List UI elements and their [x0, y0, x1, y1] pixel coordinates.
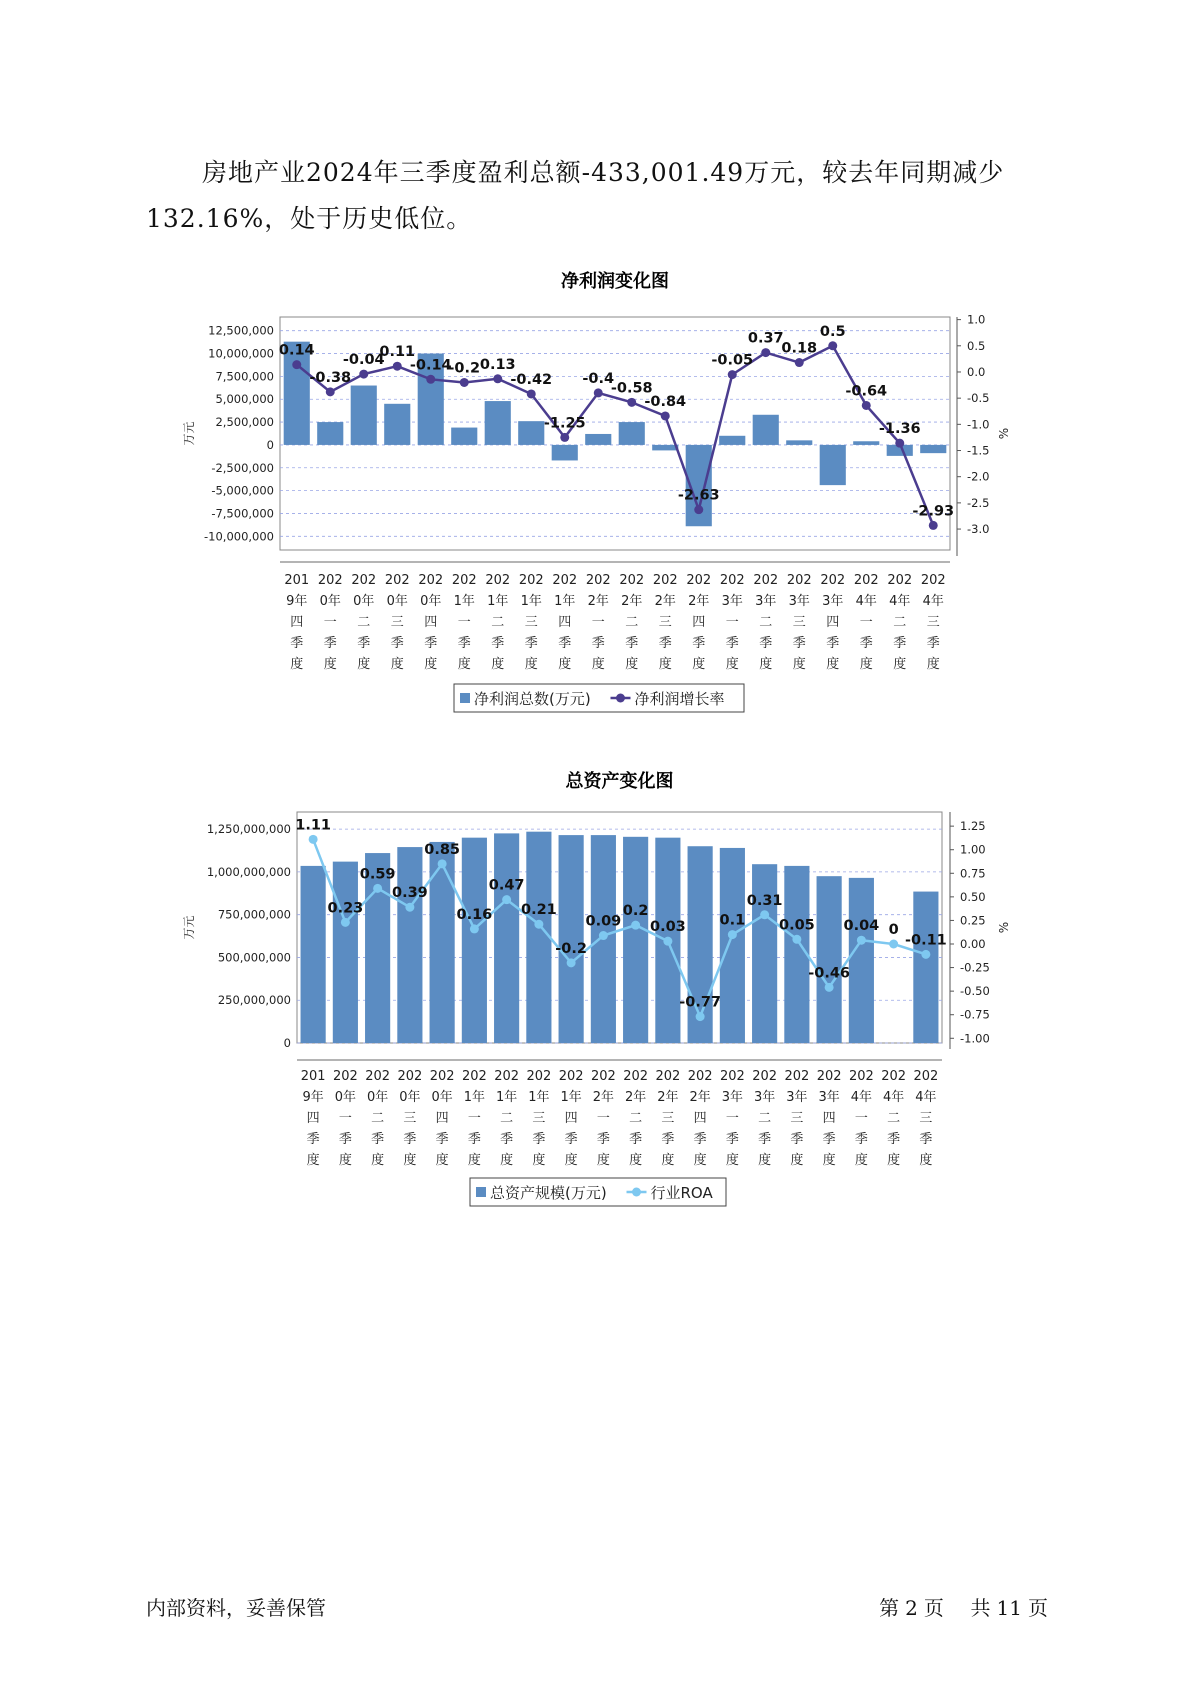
data-label: 0.5	[819, 323, 846, 340]
y2-axis-label: %	[997, 427, 1011, 440]
y-tick-label: -2,500,000	[211, 460, 274, 475]
line-point	[728, 370, 737, 379]
data-label: 0.23	[327, 900, 364, 917]
data-label: 0.39	[391, 885, 428, 902]
line-point	[895, 439, 904, 448]
chart-title: 总资产变化图	[565, 771, 674, 792]
y-tick-label: 7,500,000	[215, 369, 274, 384]
line-point	[341, 918, 350, 927]
bar	[317, 422, 343, 445]
y-tick-label: 1,250,000,000	[206, 822, 291, 837]
bar	[526, 832, 551, 1043]
bar	[301, 866, 326, 1043]
line-point	[792, 935, 801, 944]
y2-tick-label: 0.50	[960, 889, 986, 904]
line-point	[502, 895, 511, 904]
bar	[559, 835, 584, 1043]
data-label: 0.31	[746, 892, 783, 909]
line-point	[921, 950, 930, 959]
data-label: -0.2	[448, 360, 481, 377]
bar	[397, 847, 422, 1043]
x-tick-label: 202 3年一季度	[719, 573, 745, 672]
page-current: 2	[905, 1596, 918, 1620]
line-point	[631, 921, 640, 930]
line-point	[405, 903, 414, 912]
x-tick-label: 202 1年四季度	[558, 1069, 584, 1168]
y-tick-label: 10,000,000	[208, 346, 274, 361]
x-tick-label: 202 0年二季度	[351, 573, 377, 672]
x-tick-label: 202 4年三季度	[913, 1069, 939, 1168]
bar	[820, 445, 846, 485]
bar	[333, 862, 358, 1043]
line-point	[534, 920, 543, 929]
data-label: 0.2	[622, 903, 649, 920]
line-point	[828, 341, 837, 350]
footer-page-number	[876, 1592, 1051, 1621]
data-label: -2.93	[912, 503, 955, 520]
x-tick-label: 202 3年四季度	[820, 573, 846, 672]
line-point	[760, 910, 769, 919]
x-tick-label: 202 2年二季度	[623, 1069, 649, 1168]
bar	[817, 876, 842, 1043]
y2-tick-label: 0.75	[960, 866, 986, 881]
bar	[849, 878, 874, 1043]
x-tick-label: 202 0年一季度	[332, 1069, 358, 1168]
y2-tick-label: -0.5	[967, 391, 990, 406]
line-point	[694, 505, 703, 514]
x-tick-label: 202 1年一季度	[451, 573, 477, 672]
bar	[652, 445, 678, 450]
data-label: -0.77	[679, 994, 722, 1011]
line-point	[857, 936, 866, 945]
total-suffix: 页	[1028, 1596, 1048, 1620]
y2-tick-label: 1.25	[960, 819, 986, 834]
page-prefix: 第	[879, 1596, 900, 1620]
data-label: -0.42	[510, 371, 553, 388]
y2-tick-label: -2.5	[967, 495, 990, 510]
data-label: 0.37	[747, 330, 784, 347]
chart-title: 净利润变化图	[561, 271, 669, 292]
data-label: 1.11	[295, 817, 332, 834]
data-label: 0.18	[781, 340, 818, 357]
data-label: 0.05	[778, 917, 815, 934]
data-label: -0.64	[845, 383, 888, 400]
data-label: 0	[888, 922, 899, 938]
line-point	[527, 389, 536, 398]
bar	[920, 445, 946, 453]
y2-tick-label: 0.0	[967, 364, 986, 379]
x-tick-label: 202 0年三季度	[384, 573, 410, 672]
line-point	[825, 983, 834, 992]
bar	[913, 892, 938, 1043]
bar	[485, 401, 511, 445]
line-point	[663, 937, 672, 946]
bar	[462, 838, 487, 1043]
y2-tick-label: -3.0	[967, 522, 990, 537]
bar	[518, 421, 544, 445]
y-tick-label: 750,000,000	[217, 907, 291, 922]
y-axis-label: 万元	[182, 421, 196, 446]
legend-line-label: 净利润增长率	[634, 690, 725, 708]
data-label: -0.11	[904, 932, 947, 949]
legend-bar-swatch	[476, 1187, 486, 1197]
bar	[719, 436, 745, 445]
y-tick-label: -10,000,000	[204, 529, 274, 544]
data-label: 0.11	[379, 344, 416, 361]
y2-axis-label: %	[997, 921, 1011, 934]
legend-line-marker	[632, 1188, 641, 1197]
bar	[619, 422, 645, 445]
y2-tick-label: -2.0	[967, 469, 990, 484]
line-point	[929, 521, 938, 530]
x-tick-label: 202 1年三季度	[518, 573, 544, 672]
y2-tick-label: -0.50	[960, 984, 990, 999]
legend-bar-swatch	[460, 693, 470, 703]
x-tick-label: 202 2年一季度	[590, 1069, 616, 1168]
y2-tick-label: 1.0	[967, 312, 986, 327]
x-tick-label: 202 4年二季度	[887, 573, 913, 672]
line-point	[594, 388, 603, 397]
x-tick-label: 202 3年三季度	[784, 1069, 810, 1168]
x-tick-label: 201 9年四季度	[300, 1069, 326, 1168]
data-label: 0.09	[585, 913, 622, 930]
x-tick-label: 202 4年一季度	[848, 1069, 874, 1168]
line-point	[889, 940, 898, 949]
data-label: 0.13	[479, 356, 516, 373]
line-point	[438, 859, 447, 868]
data-label: 0.21	[520, 902, 557, 919]
y2-tick-label: -0.25	[960, 960, 990, 975]
data-label: -0.05	[711, 352, 754, 369]
line-point	[470, 924, 479, 933]
bar	[351, 386, 377, 445]
data-label: -1.25	[543, 415, 586, 432]
data-label: 0.16	[456, 906, 493, 923]
total-prefix: 共	[970, 1596, 991, 1620]
x-tick-label: 202 2年三季度	[655, 1069, 681, 1168]
y-tick-label: -7,500,000	[211, 506, 274, 521]
x-tick-label: 202 4年三季度	[920, 573, 946, 672]
y2-tick-label: -1.00	[960, 1031, 990, 1046]
legend-line-marker	[616, 694, 625, 703]
line-point	[560, 433, 569, 442]
line-point	[661, 411, 670, 420]
x-tick-label: 202 2年二季度	[619, 573, 645, 672]
legend	[470, 1178, 726, 1206]
x-tick-label: 202 3年二季度	[753, 573, 779, 672]
x-tick-label: 202 3年四季度	[816, 1069, 842, 1168]
y2-tick-label: -1.0	[967, 417, 990, 432]
y2-tick-label: 0.00	[960, 937, 986, 951]
data-label: 0.03	[649, 919, 686, 936]
legend-bar-label: 净利润总数(万元)	[474, 690, 591, 708]
line-point	[373, 884, 382, 893]
y2-tick-label: 0.5	[967, 338, 986, 353]
data-label: -0.14	[409, 357, 452, 374]
y-tick-label: 12,500,000	[208, 323, 274, 338]
line-point	[426, 375, 435, 384]
y-tick-label: 250,000,000	[217, 993, 291, 1008]
x-tick-label: 202 2年三季度	[652, 573, 678, 672]
bar	[585, 434, 611, 445]
summary-paragraph	[146, 150, 1046, 242]
data-label: -0.46	[808, 965, 851, 982]
footer-confidential-note: 内部资料，妥善保管	[146, 1596, 326, 1620]
page-total: 11	[996, 1596, 1022, 1620]
net-profit-chart	[0, 270, 1191, 730]
line-point	[728, 930, 737, 939]
data-label: -0.84	[644, 393, 687, 410]
y-axis-label: 万元	[182, 915, 196, 940]
x-tick-label: 202 3年一季度	[719, 1069, 745, 1168]
x-tick-label: 202 1年一季度	[461, 1069, 487, 1168]
line-point	[599, 931, 608, 940]
y2-tick-label: 0.25	[960, 913, 986, 928]
data-label: -0.4	[582, 370, 615, 387]
line-point	[359, 370, 368, 379]
bar	[853, 441, 879, 445]
y-tick-label: -5,000,000	[211, 483, 274, 498]
data-label: -0.38	[309, 369, 352, 386]
x-tick-label: 202 1年二季度	[485, 573, 511, 672]
y-tick-label: 500,000,000	[217, 950, 291, 965]
bar	[786, 440, 812, 445]
bar	[451, 428, 477, 445]
bar	[552, 445, 578, 461]
line-point	[393, 362, 402, 371]
line-point	[326, 387, 335, 396]
data-label: -1.36	[878, 421, 921, 438]
x-tick-label: 202 0年一季度	[317, 573, 343, 672]
x-tick-label: 202 2年一季度	[585, 573, 611, 672]
x-tick-label: 202 0年四季度	[418, 573, 444, 672]
line-point	[460, 378, 469, 387]
data-label: -0.58	[610, 380, 653, 397]
line-point	[292, 360, 301, 369]
line-point	[696, 1012, 705, 1021]
y-tick-label: 5,000,000	[215, 392, 274, 407]
data-label: 0.59	[359, 866, 396, 883]
x-tick-label: 202 3年二季度	[752, 1069, 778, 1168]
line-point	[493, 374, 502, 383]
data-label: -2.63	[677, 487, 720, 504]
x-tick-label: 202 4年一季度	[853, 573, 879, 672]
x-tick-label: 202 0年三季度	[397, 1069, 423, 1168]
data-label: -0.2	[555, 940, 587, 957]
line-point	[309, 835, 318, 844]
legend-bar-label: 总资产规模(万元)	[490, 1184, 607, 1202]
bar	[753, 415, 779, 445]
x-tick-label: 202 4年二季度	[881, 1069, 907, 1168]
y2-tick-label: -0.75	[960, 1007, 990, 1022]
y-tick-label: 1,000,000,000	[206, 864, 291, 879]
y-tick-label: 0	[266, 437, 274, 452]
x-tick-label: 202 0年二季度	[365, 1069, 391, 1168]
bar	[720, 848, 745, 1043]
bar	[384, 404, 410, 445]
data-label: -0.04	[342, 352, 385, 369]
page-suffix: 页	[923, 1596, 944, 1620]
summary-text: 房地产业2024年三季度盈利总额-433,001.49万元，较去年同期减少132.16%，处于历史低位。	[146, 158, 1005, 233]
x-tick-label: 201 9年四季度	[284, 573, 310, 672]
bar	[430, 842, 455, 1043]
data-label: 0.14	[278, 342, 315, 359]
y-tick-label: 0	[283, 1036, 291, 1050]
bar	[494, 833, 519, 1043]
bar	[752, 864, 777, 1043]
x-tick-label: 202 0年四季度	[429, 1069, 455, 1168]
x-tick-label: 202 2年四季度	[687, 1069, 713, 1168]
bar	[623, 837, 648, 1043]
data-label: 0.1	[719, 912, 746, 929]
line-point	[862, 401, 871, 410]
x-tick-label: 202 1年二季度	[494, 1069, 520, 1168]
x-tick-label: 202 3年三季度	[786, 573, 812, 672]
line-point	[795, 358, 804, 367]
x-tick-label: 202 1年四季度	[552, 573, 578, 672]
x-tick-label: 202 2年四季度	[686, 573, 712, 672]
data-label: 0.04	[843, 918, 880, 935]
x-tick-label: 202 1年三季度	[526, 1069, 552, 1168]
total-assets-chart	[0, 770, 1191, 1230]
line-point	[761, 348, 770, 357]
legend	[454, 684, 744, 712]
y2-tick-label: 1.00	[960, 842, 986, 857]
data-label: 0.47	[488, 877, 525, 894]
y-tick-label: 2,500,000	[215, 415, 274, 430]
data-label: 0.85	[424, 841, 461, 858]
y2-tick-label: -1.5	[967, 443, 990, 458]
line-point	[567, 958, 576, 967]
line-point	[627, 398, 636, 407]
legend-line-label: 行业ROA	[650, 1184, 713, 1202]
